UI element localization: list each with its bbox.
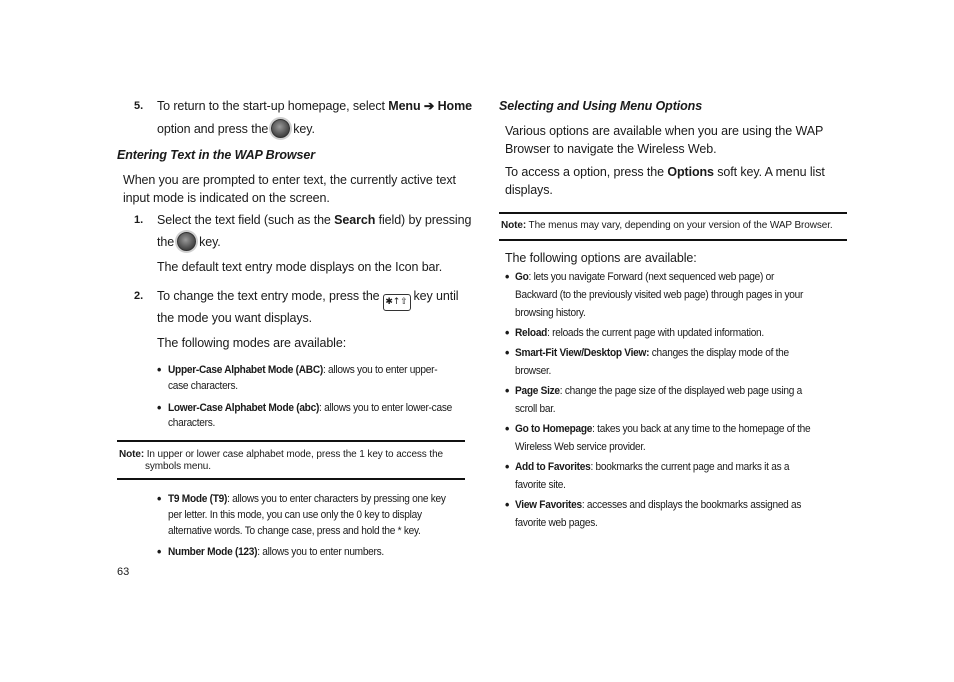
star-shift-key-icon: ✱↑⇧ [383,294,411,311]
option-addfav-line1: Add to Favorites: bookmarks the current page and marks it as a [515,461,790,473]
mode-upper-line2: case characters. [168,380,238,392]
option-go-line2: Backward (to the previously visited web page) through pages in your [515,289,804,301]
option-addfav-line2: favorite site. [515,479,566,491]
section-heading: Entering Text in the WAP Browser [117,148,315,162]
ok-key-icon [177,232,196,251]
para2-line1: To access a option, press the Options soft key. A menu list [505,165,825,179]
option-go-line1: Go: lets you navigate Forward (next sequenced web page) or [515,271,775,283]
ok-key-icon [271,119,290,138]
page-number: 63 [117,566,130,578]
note-line1: Note: In upper or lower case alphabet mode, press the 1 key to access the [119,449,443,460]
note-bottom-rule [499,239,847,241]
section-heading: Selecting and Using Menu Options [499,99,703,113]
option-pagesize-line2: scroll bar. [515,403,556,415]
option-homepage-line1: Go to Homepage: takes you back at any time to the homepage of the [515,423,811,435]
mode-lower-line1: Lower-Case Alphabet Mode (abc): allows you to enter lower-case [168,402,452,414]
option-smartfit-line2: browser. [515,365,552,377]
note-top-rule [499,212,847,214]
mode-upper-line1: Upper-Case Alphabet Mode (ABC): allows you to enter upper- [168,364,438,376]
option-viewfav-line2: favorite web pages. [515,517,598,529]
bullet: • [505,326,510,340]
bullet: • [157,363,162,377]
option-reload-line1: Reload: reloads the current page with updated information. [515,327,764,339]
bullet: • [157,401,162,415]
mode-t9-line1: T9 Mode (T9): allows you to enter characters by pressing one key [168,493,446,505]
options-intro: The following options are available: [505,251,697,265]
mode-lower-line2: characters. [168,417,216,429]
para1-line1: Various options are available when you are using the WAP [505,124,824,138]
step2-line2: the mode you want displays. [157,311,313,325]
intro-line2: input mode is indicated on the screen. [123,191,330,205]
bullet: • [505,498,510,512]
bullet: • [505,270,510,284]
bullet: • [157,545,162,559]
step5-line2: option and press the key. [157,119,477,138]
para1-line2: Browser to navigate the Wireless Web. [505,142,717,156]
bullet: • [505,384,510,398]
note-text: Note: The menus may vary, depending on your version of the WAP Browser. [501,220,833,231]
step1-line2: the key. [157,232,477,251]
option-homepage-line2: Wireless Web service provider. [515,441,646,453]
step-number: 2. [134,290,144,302]
step2-line1: To change the text entry mode, press the ✱↑⇧ key until [157,287,477,311]
option-smartfit-line1: Smart-Fit View/Desktop View: changes the display mode of the [515,347,789,359]
mode-number-line1: Number Mode (123): allows you to enter numbers. [168,546,384,558]
bullet: • [505,460,510,474]
note-bottom-rule [117,478,465,480]
intro-line1: When you are prompted to enter text, the currently active text [123,173,456,187]
step2-line3: The following modes are available: [157,336,347,350]
mode-t9-line2: per letter. In this mode, you can use only the 0 key to display [168,509,422,521]
mode-t9-line3: alternative words. To change case, press and hold the * key. [168,525,421,537]
option-go-line3: browsing history. [515,307,586,319]
bullet: • [505,422,510,436]
step1-line1: Select the text field (such as the Search field) by pressing [157,213,472,227]
bullet: • [157,492,162,506]
step5-line1: To return to the start-up homepage, select Menu ➔ Home [157,99,472,113]
option-pagesize-line1: Page Size: change the page size of the displayed web page using a [515,385,803,397]
note-top-rule [117,440,465,442]
bullet: • [505,346,510,360]
step-number: 5. [134,100,144,112]
step-number: 1. [134,214,144,226]
para2-line2: displays. [505,183,553,197]
step1-line3: The default text entry mode displays on the Icon bar. [157,260,443,274]
option-viewfav-line1: View Favorites: accesses and displays the bookmarks assigned as [515,499,802,511]
note-line2: symbols menu. [145,461,211,472]
